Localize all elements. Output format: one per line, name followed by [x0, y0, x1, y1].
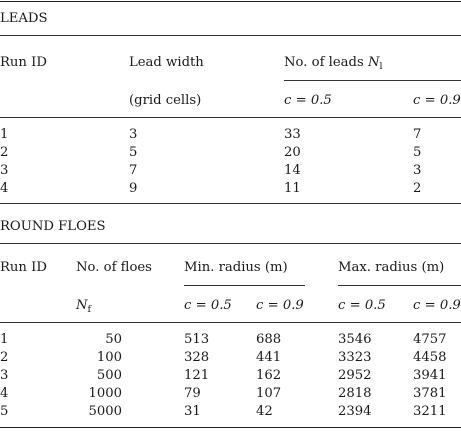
leads-bottom-rule — [0, 203, 461, 204]
leads-header-num-leads: No. of leads $N_l$ — [284, 55, 383, 72]
floe-count: 100 — [96, 350, 122, 365]
floes-header-rule — [0, 322, 461, 323]
floes-header-num-floes: No. of floes — [76, 260, 152, 275]
floe-count: 5000 — [88, 404, 122, 419]
leads-header-c1: c = 0.5 — [284, 93, 332, 108]
lead-run-id: 1 — [0, 127, 9, 142]
floe-min-c1: 121 — [184, 368, 210, 383]
floes-header-num-floes-symbol: $N_f$ — [76, 298, 92, 315]
floe-count: 1000 — [88, 386, 122, 401]
floe-max-c2: 3781 — [413, 386, 447, 401]
floe-min-c1: 79 — [184, 386, 201, 401]
floes-header-min-c1: c = 0.5 — [184, 298, 232, 313]
floe-max-c2: 4458 — [413, 350, 447, 365]
leads-section-title: LEADS — [0, 11, 48, 26]
lead-c1: 20 — [284, 145, 301, 160]
lead-width: 7 — [129, 163, 138, 178]
lead-c2: 2 — [413, 181, 422, 196]
floe-min-c2: 42 — [256, 404, 273, 419]
floe-count: 50 — [105, 332, 122, 347]
floe-run-id: 5 — [0, 404, 9, 419]
floe-max-c2: 4757 — [413, 332, 447, 347]
table-bottom-rule — [0, 427, 461, 428]
leads-num-leads-rule — [284, 80, 461, 81]
floe-min-c1: 328 — [184, 350, 210, 365]
leads-title-rule — [0, 35, 461, 36]
floe-max-c2: 3941 — [413, 368, 447, 383]
floes-max-radius-rule — [338, 285, 461, 286]
floe-min-c1: 513 — [184, 332, 210, 347]
leads-header-lead-width-unit: (grid cells) — [129, 93, 202, 108]
floe-min-c2: 688 — [256, 332, 282, 347]
floes-section-title: ROUND FLOES — [0, 219, 106, 234]
floes-header-max-radius: Max. radius (m) — [338, 260, 445, 275]
lead-c1: 11 — [284, 181, 301, 196]
floe-run-id: 3 — [0, 368, 9, 383]
lead-c1: 14 — [284, 163, 301, 178]
floes-header-min-radius: Min. radius (m) — [184, 260, 288, 275]
lead-run-id: 4 — [0, 181, 9, 196]
floe-max-c2: 3211 — [413, 404, 447, 419]
lead-width: 3 — [129, 127, 138, 142]
floe-max-c1: 3323 — [338, 350, 372, 365]
floes-title-rule — [0, 243, 461, 244]
lead-c2: 3 — [413, 163, 422, 178]
table-top-rule — [0, 1, 461, 2]
lead-c1: 33 — [284, 127, 301, 142]
floe-max-c1: 3546 — [338, 332, 372, 347]
floe-run-id: 1 — [0, 332, 9, 347]
floe-min-c2: 107 — [256, 386, 282, 401]
lead-c2: 5 — [413, 145, 422, 160]
floe-min-c1: 31 — [184, 404, 201, 419]
floes-header-run-id: Run ID — [0, 260, 47, 275]
floes-min-radius-rule — [184, 285, 305, 286]
floe-max-c1: 2952 — [338, 368, 372, 383]
leads-header-run-id: Run ID — [0, 55, 47, 70]
lead-width: 9 — [129, 181, 138, 196]
floes-header-max-c1: c = 0.5 — [338, 298, 386, 313]
lead-width: 5 — [129, 145, 138, 160]
floes-header-max-c2: c = 0.9 — [413, 298, 461, 313]
leads-header-c2: c = 0.9 — [413, 93, 461, 108]
lead-run-id: 3 — [0, 163, 9, 178]
leads-header-rule — [0, 117, 461, 118]
floe-max-c1: 2818 — [338, 386, 372, 401]
lead-c2: 7 — [413, 127, 422, 142]
floe-count: 500 — [96, 368, 122, 383]
floe-run-id: 4 — [0, 386, 9, 401]
floe-min-c2: 162 — [256, 368, 282, 383]
lead-run-id: 2 — [0, 145, 9, 160]
floe-run-id: 2 — [0, 350, 9, 365]
floe-max-c1: 2394 — [338, 404, 372, 419]
leads-header-lead-width: Lead width — [129, 55, 204, 70]
floe-min-c2: 441 — [256, 350, 282, 365]
floes-header-min-c2: c = 0.9 — [256, 298, 304, 313]
